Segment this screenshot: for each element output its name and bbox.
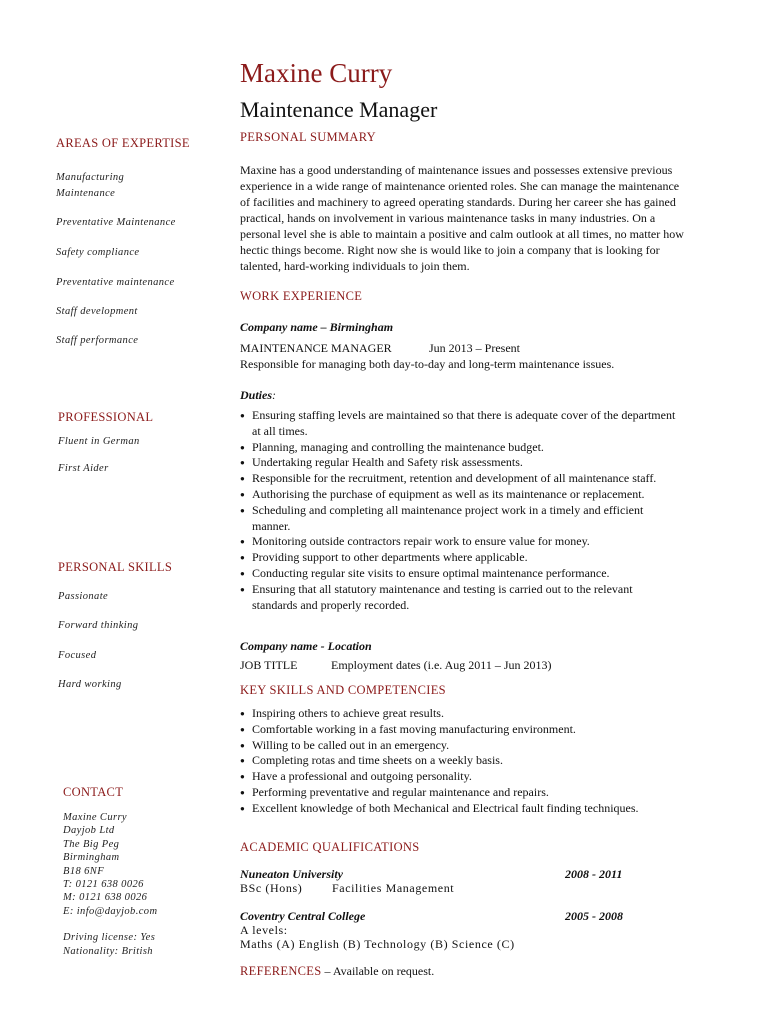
duty-item: ● Monitoring outside contractors repair work to ensure value for money. (240, 534, 680, 550)
key-skill-item: ● Excellent knowledge of both Mechanical and Electrical fault finding techniques. (240, 801, 690, 817)
key-skill-item: ● Comfortable working in a fast moving manufacturing environment. (240, 722, 690, 738)
degree-1: BSc (Hons) (240, 881, 303, 895)
contact-mobile: M: 0121 638 0026 (63, 892, 148, 904)
school-name-1: Nuneaton University (240, 867, 344, 881)
contact-line: Maxine Curry (63, 812, 127, 823)
skill-item: Focused (58, 650, 97, 661)
contact-line: B18 6NF (63, 865, 105, 877)
duty-item: ● Responsible for the recruitment, retention and development of all maintenance staff. (240, 471, 680, 487)
degree-subject-1: Facilities Management (332, 881, 455, 895)
expertise-item: Staff development (56, 306, 138, 317)
expertise-item: Preventative Maintenance (56, 217, 176, 228)
duties-list (240, 408, 680, 613)
key-skills-list (240, 706, 690, 817)
duty-item: ● Scheduling and completing all maintenance project work in a timely and efficient manner. (240, 503, 680, 535)
expertise-item: Staff performance (56, 335, 139, 346)
contact-line: Birmingham (63, 852, 120, 864)
driving-license: Driving license: Yes (63, 932, 156, 943)
key-skills-heading: KEY SKILLS AND COMPETENCIES (240, 683, 446, 697)
qualification-2: A levels: (240, 923, 288, 937)
duty-item: ● Undertaking regular Health and Safety risk assessments. (240, 455, 680, 471)
duties-label (240, 388, 276, 403)
expertise-heading: AREAS OF EXPERTISE (56, 136, 190, 150)
expertise-item: Manufacturing Maintenance (56, 172, 125, 199)
skill-item: Forward thinking (58, 620, 139, 631)
duty-item: ● Conducting regular site visits to ensure optimal maintenance performance. (240, 566, 680, 582)
key-skill-item: ● Have a professional and outgoing personality. (240, 769, 690, 785)
duty-item: ● Ensuring that all statutory maintenance and testing is carried out to the relevant standards and properly recorded. (240, 582, 680, 614)
duty-item: ● Providing support to other departments where applicable. (240, 550, 680, 566)
key-skill-item: ● Performing preventative and regular maintenance and repairs. (240, 785, 690, 801)
work-experience-heading: WORK EXPERIENCE (240, 289, 363, 303)
candidate-name: Maxine Curry (240, 58, 393, 88)
job-dates-2: Employment dates (i.e. Aug 2011 – Jun 2013) (331, 658, 552, 672)
expertise-item: Preventative maintenance (56, 277, 175, 288)
key-skill-item: ● Inspiring others to achieve great results. (240, 706, 690, 722)
duties-label-text: Duties (240, 388, 273, 402)
skill-item: Passionate (58, 591, 109, 602)
school-name-2: Coventry Central College (240, 909, 366, 923)
contact-heading: CONTACT (63, 785, 124, 799)
school-years-2: 2005 - 2008 (565, 909, 623, 923)
school-years-1: 2008 - 2011 (565, 867, 623, 881)
references-heading: REFERENCES (240, 964, 322, 978)
a-level-grades: Maths (A) English (B) Technology (B) Science (C) (240, 937, 515, 951)
academic-heading: ACADEMIC QUALIFICATIONS (240, 840, 420, 854)
personal-summary-heading: PERSONAL SUMMARY (240, 130, 376, 144)
job-role-1: MAINTENANCE MANAGER (240, 341, 392, 355)
contact-block (63, 811, 157, 918)
references-line (240, 964, 434, 979)
summary-text: Maxine has a good understanding of maintenance issues and possesses extensive previous experience in a wide range of maintenance oriented roles. She can manage the maintenance of facilities and machinery to agreed operating standards. During her career she has gained practical, hands on involvement in various maintenance tasks in many industries. On a personal level she is able to maintain a positive and calm outlook at all times, no matter how hectic things become. Right now she is would like to join a company that is looking for talented, hard-working individuals to join them. (240, 163, 684, 273)
professional-item: Fluent in German (58, 436, 140, 447)
skill-item: Hard working (58, 679, 122, 690)
key-skill-item: ● Completing rotas and time sheets on a weekly basis. (240, 753, 690, 769)
job-dates-1: Jun 2013 – Present (429, 341, 520, 355)
references-text: – Available on request. (321, 964, 435, 978)
duty-item: ● Ensuring staffing levels are maintained so that there is adequate cover of the department at all times. (240, 408, 680, 440)
contact-email: E: info@dayjob.com (63, 905, 158, 917)
company-name-2: Company name - Location (240, 639, 372, 653)
duty-item: ● Planning, managing and controlling the maintenance budget. (240, 440, 680, 456)
job-role-2: JOB TITLE (240, 658, 298, 672)
company-name-1: Company name – Birmingham (240, 320, 394, 334)
contact-line: Dayjob Ltd (63, 825, 115, 837)
duty-item: ● Authorising the purchase of equipment as well as its maintenance or replacement. (240, 487, 680, 503)
expertise-item: Safety compliance (56, 247, 140, 258)
duties-label-colon: : (272, 388, 277, 402)
nationality: Nationality: British (63, 946, 153, 957)
contact-phone: T: 0121 638 0026 (63, 879, 144, 891)
job-title: Maintenance Manager (240, 97, 438, 122)
key-skill-item: ● Willing to be called out in an emergency. (240, 738, 690, 754)
personal-skills-heading: PERSONAL SKILLS (58, 560, 173, 574)
professional-heading: PROFESSIONAL (58, 410, 154, 424)
contact-line: The Big Peg (63, 838, 120, 850)
job-description-1: Responsible for managing both day-to-day and long-term maintenance issues. (240, 357, 615, 371)
professional-item: First Aider (58, 463, 109, 474)
